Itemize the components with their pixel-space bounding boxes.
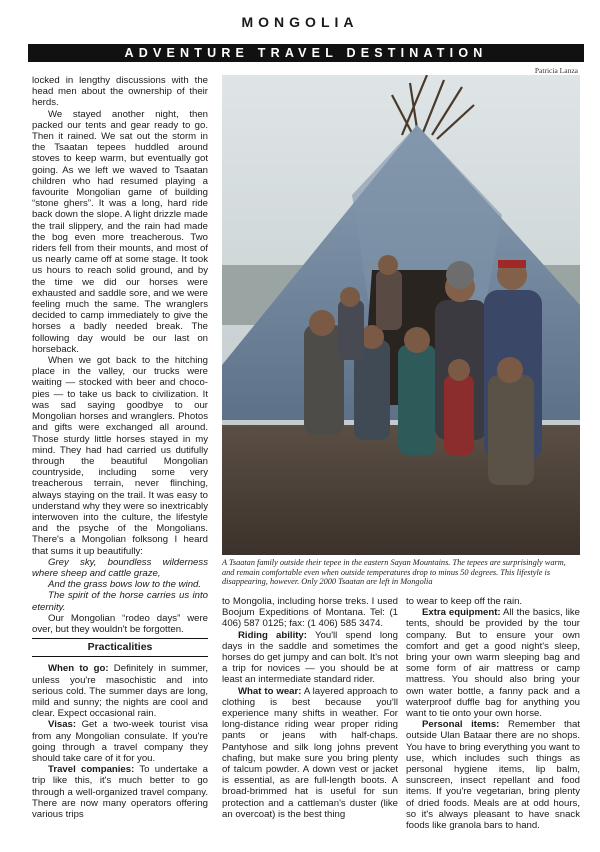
- info-label: Visas:: [48, 719, 77, 731]
- practicalities-column-middle: [222, 596, 398, 820]
- tepee-family-photo: [222, 75, 580, 555]
- info-text: To undertake a trip like this, it's much better to go through a well-organized travel company. There are now many operators offering various trips: [32, 764, 208, 820]
- section-banner: ADVENTURE TRAVEL DESTINATION: [28, 44, 584, 62]
- info-item-equipment: [406, 607, 580, 719]
- practicalities-column-right: [406, 596, 580, 831]
- info-text-continued: to wear to keep off the rain.: [406, 596, 523, 607]
- photo-caption: A Tsaatan family outside their tepee in the eastern Sayan Mountains. The tepees are surprisingly warm, and remain comfortable even when outside temperatures drop to minus 50 degrees. This lifestyle is disappearing, however. Only 2000 Tsaatan are left in Mongolia: [222, 558, 566, 587]
- paragraph: locked in lengthy discussions with the head men about the ownership of their herds.: [32, 75, 208, 109]
- info-label: When to go:: [48, 663, 109, 675]
- info-label: Travel companies:: [48, 764, 135, 776]
- paragraph: When we got back to the hitching place in the valley, our trucks were waiting — stocked with beer and choco-pies — to take us back to civilization. It was sad saying goodbye to our Mongolian horses and wranglers. Photos and gifts were exchanged all around. Those sturdy little horses stayed in my mind. They had had carried us dutifully through the beautiful Mongolian countryside, including some very treacherous terrain, never flinching, always staying on the trail. It was easy to understand why they were so inextricably interwoven into the culture, the lifestyle and the psyche of the Mongolians. There's a Mongolian folksong I heard that sums it up beautifully:: [32, 355, 208, 557]
- paragraph: We stayed another night, then packed our tents and gear ready to go. Then it rained. We sat out the storm in the Tsaatan tepees huddled around stoves to keep warm, but eventually got going. As we left we waved to Tsaatan children who had resumed playing a favourite Mongolian game of building “stone ghers”. It was a long, hard ride back down the slope. A light drizzle made the trail slippery, and the rain had made the bog even more treacherous. Two riders fell from their mounts, and most of us nearly came off at some stage. It took us hours to reach solid ground, and by the time we did our horses were exhausted and saddle sore, and we were feeling much the same. The wranglers decided to camp immediately to give the horses a badly needed break. The following day would be our last on horseback.: [32, 108, 208, 355]
- article-column-left: [32, 75, 208, 820]
- practicalities-heading: Practicalities: [32, 638, 208, 657]
- info-text: A layered approach to clothing is best because you'll experience many shifts in weather. For long-distance riding wear proper riding pants or jeans with half-chaps. Pantyhose and silk long johns prevent chafing, but make sure you bring plenty of talcum powder. A down vest or jacket is essential, as are full-length boots. A broad-brimmed hat is useful for sun protection and a cattleman's duster (like an overcoat) is the best thing: [222, 685, 398, 820]
- info-item-visas: [32, 719, 208, 764]
- photo-credit: Patricia Lanza: [534, 66, 578, 75]
- info-item-personal: [406, 719, 580, 831]
- info-text: Definitely in summer, unless you're masochistic and into serious cold. The summer days are long, mild and sunny; the nights are cool and clear. Expect occasional rain.: [32, 663, 208, 720]
- info-label: Extra equipment:: [422, 607, 501, 619]
- poem-line: Grey sky, boundless wilderness where sheep and cattle graze,: [32, 556, 208, 579]
- tepee-illustration: [222, 75, 580, 555]
- info-label: Riding ability:: [238, 629, 307, 641]
- poem-line: The spirit of the horse carries us into eternity.: [32, 590, 208, 613]
- info-item-riding: [222, 630, 398, 686]
- info-label: Personal items:: [422, 719, 500, 731]
- info-text: Remember that outside Ulan Bataar there are no shops. You have to bring everything you want to use, which includes such things as personal hygiene items, lip balm, sunscreen, insect repellant and food items. If you're vegetarian, bring plenty of dried foods. Meals are at odd hours, so it's always pleasant to have snack foods like granola bars to hand.: [406, 719, 580, 832]
- info-item-when: [32, 663, 208, 719]
- info-label: What to wear:: [238, 685, 302, 697]
- info-text: Get a two-week tourist visa from any Mongolian consulate. If you're going through a travel company they should take care of it for you.: [32, 719, 208, 764]
- info-item-wear: [222, 686, 398, 820]
- info-item-travel: [32, 764, 208, 820]
- info-text: You'll spend long days in the saddle and sometimes the horses do get jumpy and can bolt. It's not a trip for novices — you should be at least an intermediate standard rider.: [222, 629, 398, 686]
- paragraph: Our Mongolian “rodeo days” were over, but they wouldn't be forgotten.: [32, 612, 208, 635]
- poem-line: And the grass bows low to the wind.: [48, 579, 202, 591]
- page-title: MONGOLIA: [241, 14, 359, 30]
- info-text-continued: to Mongolia, including horse treks. I used Boojum Expeditions of Montana. Tel: (1 406) 587 0125; fax: (1 406) 585 3474.: [222, 596, 398, 630]
- info-text: All the basics, like tents, should be provided by the tour company. But to ensure your own comfort and get a good night's sleep, bring your own warm sleeping bag and some form of air mattress or camp mattress. You should also bring your own water bottle, a fanny pack and a waterproof duffle bag for anything you want to tie onto your own horse.: [406, 607, 580, 720]
